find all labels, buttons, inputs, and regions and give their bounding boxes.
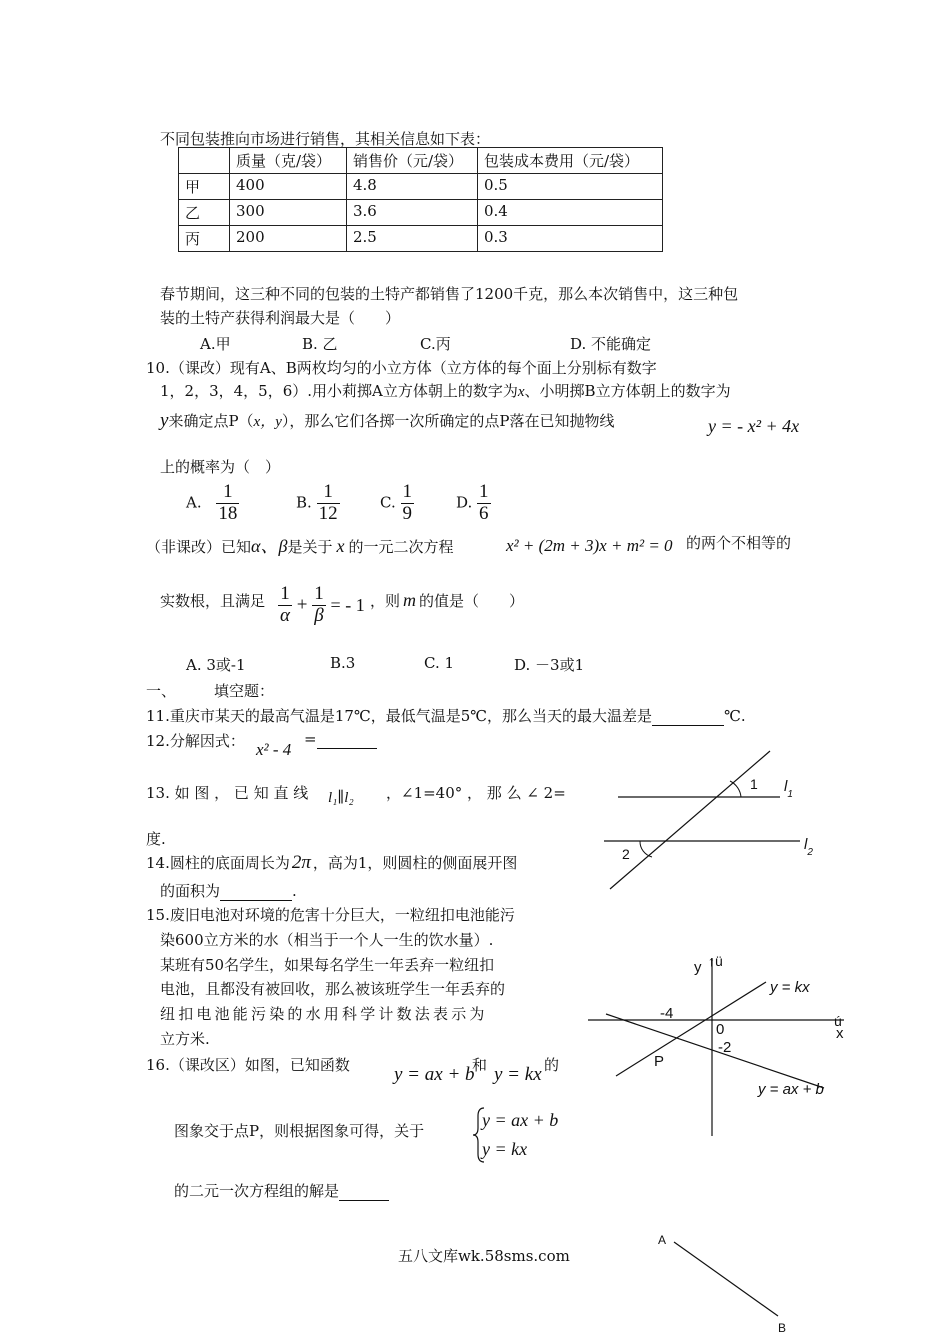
table-header-row — [179, 148, 663, 174]
q10-alt-option-a: A. 3或-1 — [186, 656, 246, 674]
section-number: 一、 — [146, 682, 177, 700]
var-x: x — [517, 384, 525, 400]
text: 是关于 — [287, 538, 333, 556]
text: 的一元二次方程 — [348, 538, 454, 556]
var-y: y — [160, 410, 169, 431]
q10-alt-option-b: B.3 — [330, 654, 356, 672]
text: ，则 — [370, 592, 401, 610]
function-linear: y = ax + b — [394, 1064, 475, 1085]
text: 的二元一次方程组的解是 — [174, 1182, 340, 1200]
q10-alt-line2 — [160, 590, 265, 611]
table-cell: 400 — [230, 174, 347, 200]
option-label: D. — [456, 493, 473, 512]
system-eq-2: y = kx — [482, 1139, 528, 1159]
numerator: 1 — [317, 482, 340, 504]
q15-line: 15.废旧电池对环境的危害十分巨大，一粒纽扣电池能污 — [146, 906, 515, 924]
unit: ℃. — [724, 707, 746, 725]
package-table — [178, 147, 663, 252]
line-ax-plus-b — [606, 1014, 824, 1088]
table-header-cell: 质量（克/袋） — [230, 148, 347, 174]
fraction — [477, 482, 491, 525]
table-row — [179, 200, 663, 226]
segment-ab — [674, 1242, 778, 1316]
text: 实数根，且满足 — [160, 592, 266, 610]
q11 — [146, 705, 746, 726]
label-y-ax-b: y = ax + b — [758, 1081, 824, 1098]
denominator: β — [314, 604, 324, 626]
parabola-equation: y = - x² + 4x — [708, 416, 800, 436]
q9-option-a: A.甲 — [200, 335, 231, 353]
label-y-kx: y = kx — [770, 979, 810, 996]
footer-watermark: 五八文库wk.58sms.com — [398, 1247, 570, 1265]
option-label: B. — [296, 493, 312, 512]
q9-option-d: D. 不能确定 — [570, 335, 652, 353]
section-heading — [146, 680, 274, 701]
fraction — [317, 482, 340, 525]
parallel-lines-figure — [600, 745, 830, 895]
x-axis-arrow: ú — [834, 1013, 842, 1029]
table-header-cell — [179, 148, 230, 174]
text: 14.圆柱的底面周长为 — [146, 854, 290, 872]
q10-line4: 上的概率为（ ） — [160, 458, 281, 476]
var-xy: x，y — [253, 414, 282, 430]
q10-option-d — [456, 482, 491, 525]
q16-text-a: 16.（课改区）如图，已知函数 — [146, 1056, 350, 1074]
q10-option-c — [380, 482, 414, 525]
intersection-point-label: P — [654, 1053, 665, 1070]
answer-blank — [652, 707, 724, 726]
table-cell: 4.8 — [347, 174, 478, 200]
text: 的面积为 — [160, 882, 221, 900]
text: 11.重庆市某天的最高气温是17℃，最低气温是5℃，那么当天的最大温差是 — [146, 707, 653, 725]
q15-line: 染600立方米的水（相当于一个人一生的饮水量）. — [160, 931, 494, 949]
numerator: 1 — [314, 583, 324, 604]
var-x: x — [336, 536, 345, 556]
origin-label: 0 — [716, 1021, 725, 1038]
denominator: 18 — [218, 502, 238, 524]
fraction — [401, 482, 415, 525]
table-row — [179, 174, 663, 200]
q10-alt-option-d: D. －3或1 — [514, 656, 585, 674]
q16-text-d — [174, 1180, 389, 1201]
y-axis-label: y — [694, 959, 702, 976]
answer-blank — [317, 730, 377, 749]
quadratic-equation: x² + (2m + 3)x + m² = 0 — [506, 536, 673, 555]
q10-line3a-text: 来确定点P（ — [168, 412, 254, 430]
circumference-expr: 2π — [291, 852, 311, 873]
fraction-1-alpha — [278, 584, 292, 627]
answer-blank — [339, 1182, 389, 1201]
q10-alt-line2-tail — [370, 590, 524, 611]
numerator: 1 — [402, 481, 412, 502]
q10-option-b — [296, 482, 340, 525]
option-label: A. — [186, 493, 202, 512]
letter: l — [804, 836, 808, 853]
fraction — [216, 482, 239, 525]
q10-line3b-text: ），那么它们各掷一次所确定的点P落在已知抛物线 — [281, 412, 615, 430]
q12-answer — [304, 730, 377, 749]
point-a-label: A — [658, 1233, 667, 1247]
system-eq-1: y = ax + b — [482, 1110, 559, 1130]
q13-parallel-lines: l₁∥l₂ — [328, 790, 354, 806]
numerator: 1 — [479, 481, 489, 502]
intro-text: 不同包装推向市场进行销售，其相关信息如下表： — [160, 130, 491, 148]
text: ，高为1，则圆柱的侧面展开图 — [312, 854, 518, 872]
q15-line: 电池，且都没有被回收，那么被该班学生一年丢弃的 — [160, 980, 506, 998]
fraction-1-beta — [312, 584, 326, 627]
q12-expression: x² - 4 — [256, 740, 292, 759]
angle-1-label: 1 — [750, 776, 758, 792]
q16-and: 和 — [472, 1056, 488, 1074]
table-cell: 2.5 — [347, 226, 478, 252]
q15-line: 某班有50名学生，如果每名学生一年丢弃一粒纽扣 — [160, 956, 495, 974]
q15-line: 纽扣电池能污染的水用科学计数法表示为 — [160, 1005, 488, 1023]
q12-label: 12.分解因式： — [146, 732, 245, 750]
table-row — [179, 226, 663, 252]
x-intercept-label: -4 — [660, 1005, 674, 1022]
letter: l — [784, 778, 788, 795]
table-cell: 0.3 — [478, 226, 663, 252]
subscript: 2 — [807, 847, 813, 858]
denominator: 12 — [318, 502, 338, 524]
text: （非课改）已知 — [146, 538, 252, 556]
function-proportional: y = kx — [494, 1064, 542, 1085]
q13-text-b: ，∠1=40° ， 那 么 ∠ 2= — [386, 784, 566, 802]
q10-option-a — [186, 482, 239, 525]
q10-alt-line1-tail: 的两个不相等的 — [686, 534, 792, 552]
q13-text-c: 度. — [146, 830, 166, 848]
table-header-cell: 包装成本费用（元/袋） — [478, 148, 663, 174]
angle-2-label: 2 — [622, 846, 630, 862]
denominator: α — [280, 604, 290, 626]
text: 的值是（ ） — [419, 592, 525, 610]
plus-sign: + — [296, 594, 308, 616]
q9-option-b: B. 乙 — [302, 335, 338, 353]
text: . — [292, 882, 297, 900]
line-kx — [616, 982, 766, 1076]
table-cell: 乙 — [179, 200, 230, 226]
q10-alt-line1 — [146, 532, 453, 558]
label-l2 — [804, 836, 813, 858]
q14-line1 — [146, 852, 517, 874]
q9-text-line1: 春节期间，这三种不同的包装的土特产都销售了1200千克，那么本次销售中，这三种包 — [160, 285, 739, 303]
q10-line1: 10.（课改）现有A、B两枚均匀的小立方体（立方体的每个面上分别标有数字 — [146, 359, 657, 377]
y-intercept-label: -2 — [718, 1039, 732, 1056]
option-label: C. — [380, 493, 396, 512]
answer-blank — [220, 882, 292, 901]
label-l1 — [784, 778, 793, 800]
table-cell: 0.4 — [478, 200, 663, 226]
denominator: 9 — [402, 502, 412, 524]
q9-option-c: C.丙 — [420, 335, 451, 353]
q10-line2b-text: 、小明掷B立方体朝上的数字为 — [524, 382, 731, 400]
x-axis-label: x — [836, 1025, 844, 1042]
table-cell: 3.6 — [347, 200, 478, 226]
q10-line2-text: 1，2，3，4，5，6）.用小莉掷A立方体朝上的数字为 — [160, 382, 518, 400]
q9-text-line2: 装的土特产获得利润最大是（ ） — [160, 309, 401, 327]
function-graph-figure — [588, 952, 858, 1142]
reciprocal-condition — [278, 584, 365, 627]
segment-ab-figure — [650, 1228, 800, 1340]
condition-rhs: = - 1 — [330, 594, 365, 615]
equals-sign: = — [304, 730, 317, 748]
q10-line3 — [160, 410, 614, 432]
table-cell: 丙 — [179, 226, 230, 252]
transversal — [610, 751, 770, 889]
q13-text-a: 13. 如 图 ， 已 知 直 线 — [146, 784, 309, 802]
q16-text-c: 图象交于点P，则根据图象可得，关于 — [174, 1122, 425, 1140]
denominator: 6 — [479, 502, 489, 524]
q16-text-b: 的 — [544, 1056, 560, 1074]
numerator: 1 — [216, 482, 239, 504]
q10-line2 — [160, 380, 731, 401]
table-cell: 0.5 — [478, 174, 663, 200]
table-cell: 甲 — [179, 174, 230, 200]
q14-line2 — [160, 880, 297, 901]
q15-line: 立方米. — [160, 1030, 210, 1048]
subscript: 1 — [787, 789, 793, 800]
var-m: m — [403, 590, 417, 610]
numerator: 1 — [278, 584, 292, 606]
alpha-beta: α、β — [251, 536, 288, 556]
section-title: 填空题： — [214, 682, 275, 700]
q10-alt-option-c: C. 1 — [424, 654, 455, 672]
table-cell: 200 — [230, 226, 347, 252]
y-axis-arrow: ↑ü — [708, 953, 723, 969]
table-header-cell: 销售价（元/袋） — [347, 148, 478, 174]
table-cell: 300 — [230, 200, 347, 226]
point-b-label: B — [778, 1321, 787, 1335]
